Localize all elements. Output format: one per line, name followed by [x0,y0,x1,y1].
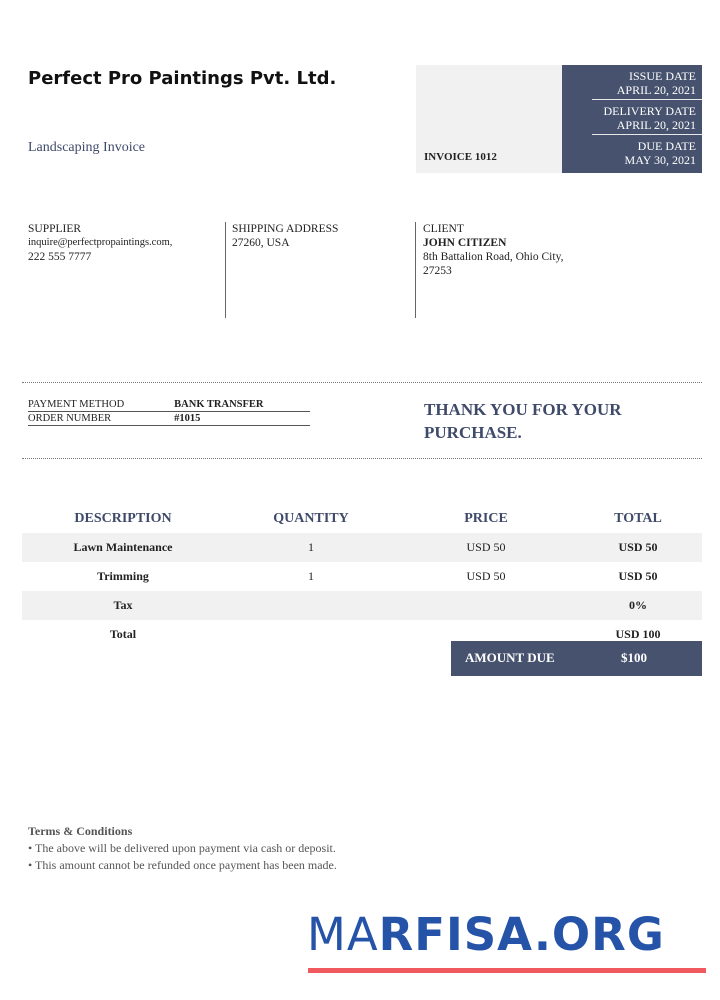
watermark-text: .ORG [533,908,665,961]
date-label: ISSUE DATE [628,69,696,83]
date-value: MAY 30, 2021 [624,153,696,167]
cell [398,591,574,620]
table-row [22,533,702,562]
date-label: DUE DATE [637,139,696,153]
shipping-label: SHIPPING ADDRESS [232,223,339,235]
watermark-text: RFISA [378,908,534,961]
thank-you-message: THANK YOU FOR YOUR PURCHASE. [424,400,622,442]
cell: Trimming [97,569,149,583]
client-address: 8th Battalion Road, Ohio City, [423,251,564,263]
watermark-text: MA [307,908,379,961]
supplier-section [28,222,223,264]
cell: USD 100 [615,627,661,641]
column-header: PRICE [464,511,508,526]
date-label: DELIVERY DATE [603,104,696,118]
cell: Tax [22,591,224,620]
terms-title: Terms & Conditions [28,824,133,838]
invoice-type: Landscaping Invoice [28,140,146,155]
table-header [22,505,702,533]
supplier-email: inquire@perfectpropaintings.com, [28,237,173,248]
column-header: DESCRIPTION [74,511,172,526]
order-number: #1015 [174,412,310,426]
dates-panel [562,65,702,173]
watermark-logo [307,908,665,961]
divider [225,222,226,318]
cell: 1 [308,569,314,583]
table-row [22,562,702,591]
client-name: JOHN CITIZEN [423,237,507,249]
column-header: QUANTITY [273,511,349,526]
amount-due-label: AMOUNT DUE [465,650,555,665]
amount-due-box [451,641,702,676]
cell: USD 50 [618,569,658,583]
cell [224,620,398,649]
date-value: APRIL 20, 2021 [616,118,696,132]
client-section [423,222,563,278]
cell: 0% [574,591,702,620]
table-row [22,591,702,620]
cell: USD 50 [466,569,506,583]
cell: USD 50 [574,533,702,562]
terms-line: • This amount cannot be refunded once payment has been made. [28,858,337,872]
watermark-underline [308,968,706,973]
column-header: TOTAL [614,511,662,526]
terms-section [28,823,337,874]
terms-line: • The above will be delivered upon payment via cash or deposit. [28,841,336,855]
payment-table [28,398,310,426]
supplier-phone: 222 555 7777 [28,251,92,263]
cell: Total [109,627,137,641]
delivery-date [592,100,702,135]
payment-method-label: PAYMENT METHOD [28,398,174,412]
divider [415,222,416,318]
client-zip: 27253 [423,265,452,277]
cell: 1 [224,533,398,562]
order-number-label: ORDER NUMBER [28,412,174,426]
payment-method: BANK TRANSFER [174,398,310,412]
shipping-address: 27260, USA [232,237,290,249]
client-label: CLIENT [423,223,464,235]
date-value: APRIL 20, 2021 [616,83,696,97]
cell: Lawn Maintenance [22,533,224,562]
due-date [592,135,702,169]
issue-date [592,65,702,100]
items-table [22,505,702,649]
shipping-section [232,222,338,250]
cell: USD 50 [398,533,574,562]
company-name: Perfect Pro Paintings Pvt. Ltd. [28,68,337,89]
amount-due-value: $100 [621,650,647,665]
dotted-divider [22,458,702,459]
dotted-divider [22,382,702,383]
supplier-label: SUPPLIER [28,223,82,235]
cell [224,591,398,620]
invoice-number: INVOICE 1012 [424,151,497,163]
